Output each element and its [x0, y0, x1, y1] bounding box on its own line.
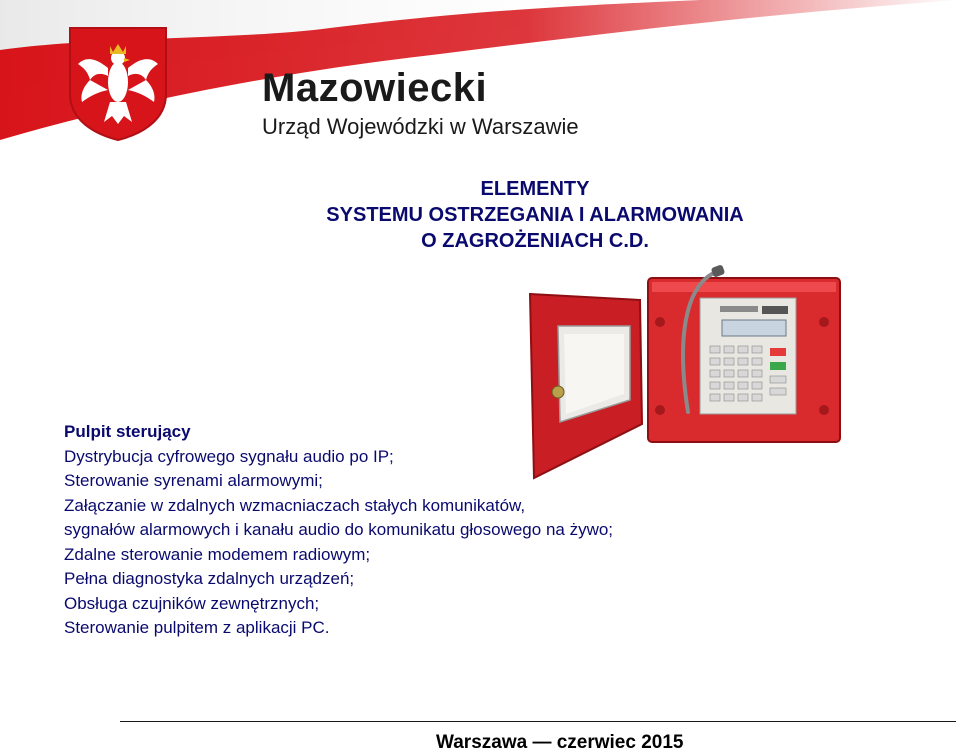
polish-eagle-emblem-icon: [66, 24, 170, 142]
slide-title: [230, 176, 840, 254]
content-heading: Pulpit sterujący: [64, 422, 191, 441]
brand-subtitle: Urząd Wojewódzki w Warszawie: [262, 114, 579, 139]
feature-line: Pełna diagnostyka zdalnych urządzeń;: [64, 569, 355, 588]
header-banner: [0, 0, 960, 160]
feature-line: Załączanie w zdalnych wzmacniaczach stałych komunikatów,: [64, 495, 526, 515]
brand-title: Mazowiecki: [262, 66, 488, 110]
feature-line: Zdalne sterowanie modemem radiowym;: [64, 544, 371, 564]
feature-line: Dystrybucja cyfrowego sygnału audio po IP;: [64, 446, 394, 466]
footer-text: Warszawa — czerwiec 2015: [436, 732, 684, 753]
feature-line: Sterowanie pulpitem z aplikacji PC.: [64, 618, 330, 637]
slide-title-line: ELEMENTY: [480, 178, 590, 200]
footer-divider: [120, 721, 956, 722]
feature-line: Sterowanie syrenami alarmowymi;: [64, 471, 323, 490]
feature-line: sygnałów alarmowych i kanału audio do komunikatu głosowego na żywo;: [64, 520, 614, 539]
slide-title-line: SYSTEMU OSTRZEGANIA I ALARMOWANIA: [326, 204, 744, 226]
slide-title-line: O ZAGROŻENIACH C.D.: [421, 230, 649, 252]
content-block: [64, 420, 924, 641]
feature-line: Obsługa czujników zewnętrznych;: [64, 593, 320, 613]
